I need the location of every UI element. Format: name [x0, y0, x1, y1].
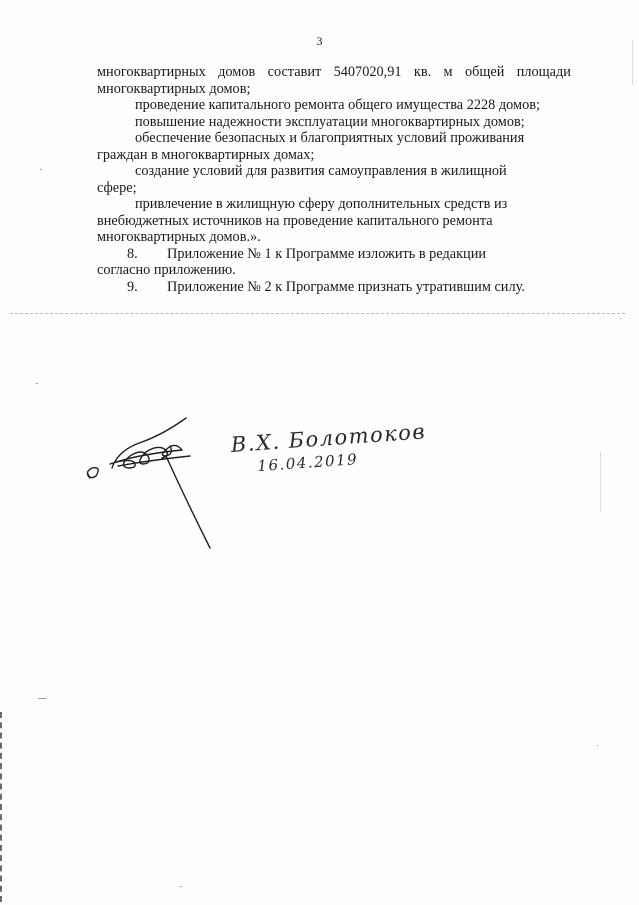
word: кв. — [413, 64, 432, 80]
word: многоквартирных — [97, 64, 206, 80]
scan-speck — [597, 745, 598, 746]
scan-speck — [600, 452, 601, 512]
word: 5407020,91 — [333, 64, 402, 80]
text-line: создание условий для развития самоуправления в жилищной — [135, 163, 507, 179]
scan-speck — [620, 318, 621, 319]
text-line: сфере; — [97, 179, 137, 196]
text-line — [97, 64, 571, 81]
item-text: Приложение № 1 к Программе изложить в редакции — [167, 245, 487, 262]
page-number: 3 — [316, 34, 323, 48]
text-line: внебюджетных источников на проведение капитального ремонта — [97, 212, 493, 229]
word: составит — [267, 64, 322, 80]
list-item-9 — [97, 279, 571, 296]
text-line: привлечение в жилищную сферу дополнительных средств из — [135, 196, 508, 212]
word: домов — [218, 64, 256, 80]
text-line: согласно приложению. — [97, 262, 236, 278]
word: общей — [464, 64, 505, 80]
item-number: 8. — [127, 245, 138, 262]
text-line: многоквартирных домов; — [97, 80, 251, 97]
text-line: многоквартирных домов.». — [97, 229, 261, 245]
item-number: 9. — [127, 278, 138, 295]
scan-edge-marks — [0, 712, 5, 902]
handwritten-annotation — [230, 418, 428, 478]
handwritten-date: 16.04.2019 — [256, 450, 359, 476]
scan-speck — [38, 698, 46, 699]
text-line: обеспечение безопасных и благоприятных условий проживания — [135, 130, 525, 146]
scan-divider-line — [10, 313, 625, 314]
word: площади — [516, 64, 571, 80]
scan-speck — [40, 169, 42, 170]
word: м — [443, 64, 453, 80]
document-body — [97, 64, 571, 295]
text-line: повышение надежности эксплуатации многоквартирных домов; — [135, 113, 525, 130]
text-line: граждан в многоквартирных домах; — [97, 146, 315, 163]
handwritten-name: В.Х. Болотоков — [230, 419, 427, 457]
list-item-8 — [97, 246, 571, 263]
scan-speck — [632, 40, 633, 85]
text-line: проведение капитального ремонта общего имущества 2228 домов; — [135, 97, 540, 113]
signature-mark — [82, 410, 242, 560]
scan-speck — [180, 886, 182, 887]
item-text: Приложение № 2 к Программе признать утратившим силу. — [167, 278, 525, 295]
scan-speck — [36, 383, 38, 384]
